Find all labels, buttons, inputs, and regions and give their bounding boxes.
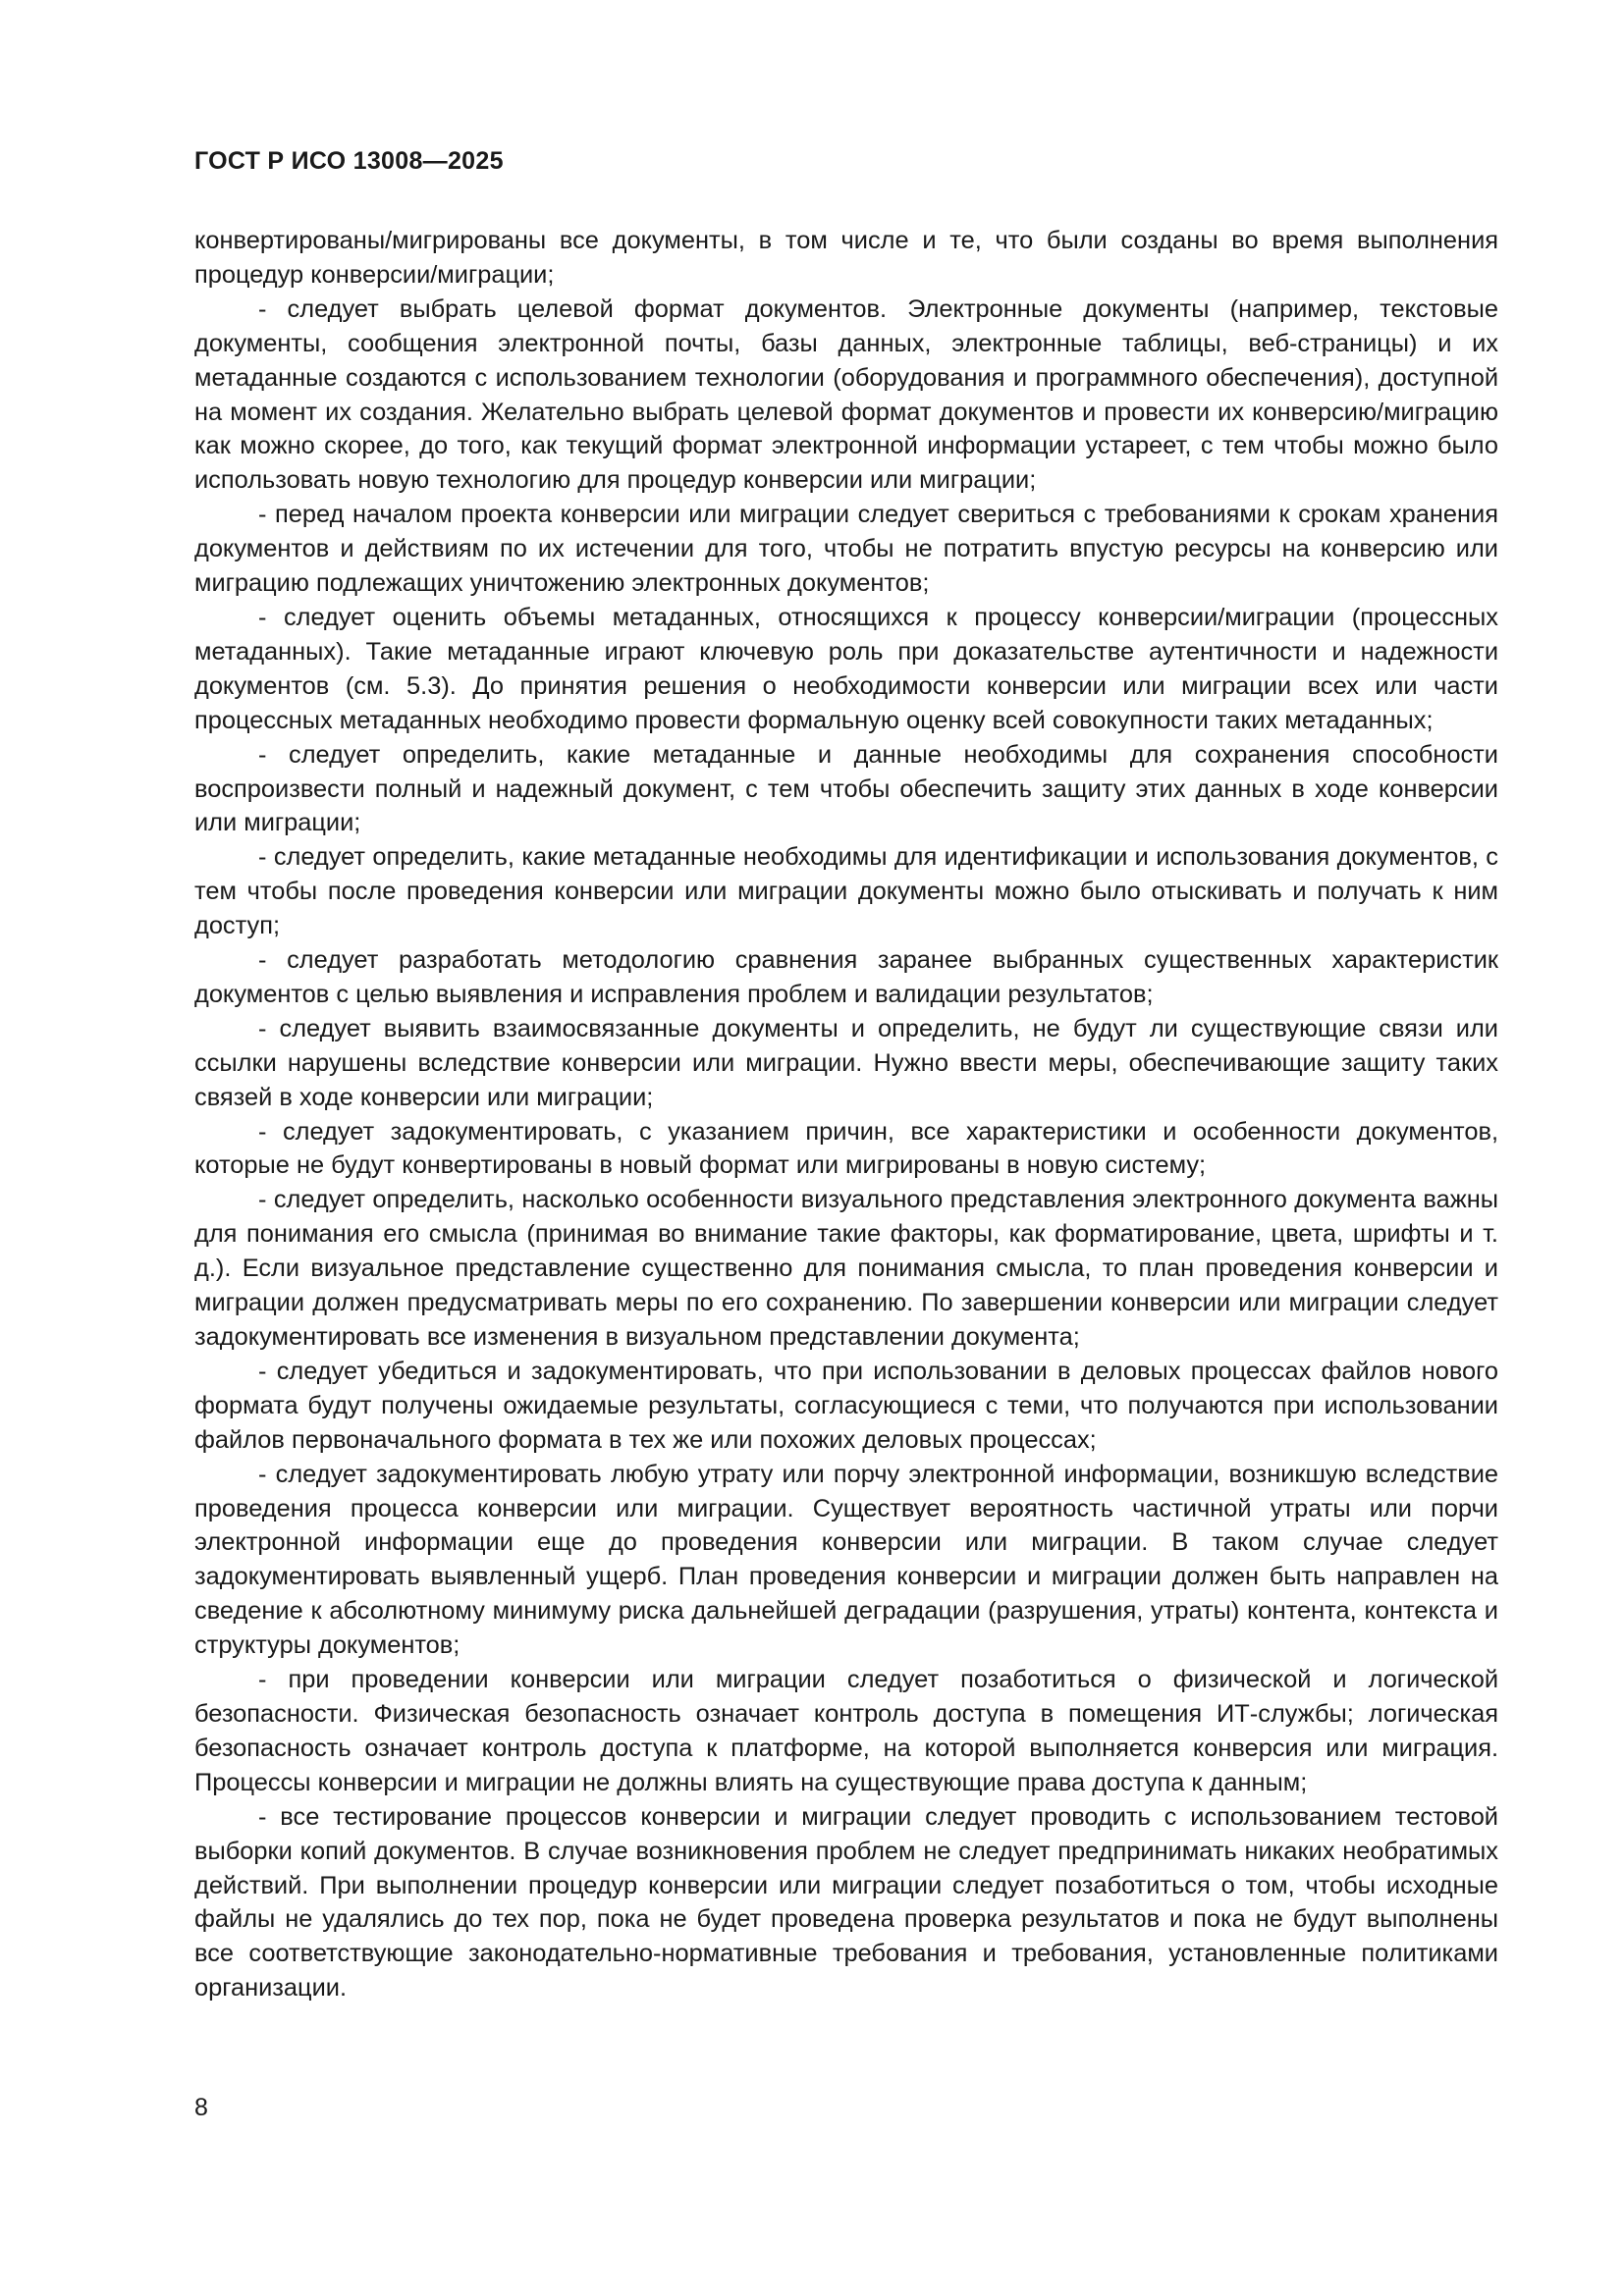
list-item: - перед началом проекта конверсии или миграции следует свериться с требованиями к срокам хранения документов и действиям по их истечении для того, чтобы не потратить впустую ресурсы на конверсию или миграцию подлежащих уничтожению электронных документов;: [194, 501, 1498, 598]
body-text: [194, 224, 1498, 2005]
list-item: - следует определить, какие метаданные необходимы для идентификации и использования документов, с тем чтобы после проведения конверсии или миграции документы можно было отыскивать и получать к ним доступ;: [194, 843, 1498, 940]
list-item: - следует задокументировать любую утрату или порчу электронной информации, возникшую вследствие проведения процесса конверсии или миграции. Существует вероятность частичной утраты или порчи электронной информации еще до проведения конверсии или миграции. В таком случае следует задокументировать выявленный ущерб. План проведения конверсии и миграции должен быть направлен на сведение к абсолютному минимуму риска дальнейшей деградации (разрушения, утраты) контента, контекста и структуры документов;: [194, 1460, 1498, 1660]
list-item: - следует разработать методологию сравнения заранее выбранных существенных характеристик документов с целью выявления и исправления проблем и валидации результатов;: [194, 946, 1498, 1008]
list-item: - при проведении конверсии или миграции следует позаботиться о физической и логической безопасности. Физическая безопасность означает контроль доступа в помещения ИТ-службы; логическая безопасность означает контроль доступа к платформе, на которой выполняется конверсия или миграция. Процессы конверсии и миграции не должны влиять на существующие права доступа к данным;: [194, 1666, 1498, 1796]
page-number: 8: [194, 2094, 208, 2121]
list-item: - следует задокументировать, с указанием причин, все характеристики и особенности документов, которые не будут конвертированы в новый формат или мигрированы в новую систему;: [194, 1117, 1498, 1180]
list-item: - следует определить, насколько особенности визуального представления электронного документа важны для понимания его смысла (принимая во внимание такие факторы, как форматирование, цвета, шрифты и т. д.). Если визуальное представление существенно для понимания смысла, то план проведения конверсии и миграции должен предусматривать меры по его сохранению. По завершении конверсии или миграции следует задокументировать все изменения в визуальном представлении документа;: [194, 1186, 1498, 1351]
standard-header: ГОСТ Р ИСО 13008—2025: [194, 147, 504, 175]
list-item: - следует оценить объемы метаданных, относящихся к процессу конверсии/миграции (процессных метаданных). Такие метаданные играют ключевую роль при доказательстве аутентичности и надежности документов (см. 5.3). До принятия решения о необходимости конверсии или миграции всех или части процессных метаданных необходимо провести формальную оценку всей совокупности таких метаданных;: [194, 603, 1498, 734]
list-item: - следует убедиться и задокументировать, что при использовании в деловых процессах файлов нового формата будут получены ожидаемые результаты, согласующиеся с теми, что получаются при использовании файлов первоначального формата в тех же или похожих деловых процессах;: [194, 1357, 1498, 1454]
list-item: - следует выявить взаимосвязанные документы и определить, не будут ли существующие связи или ссылки нарушены вследствие конверсии или миграции. Нужно ввести меры, обеспечивающие защиту таких связей в ходе конверсии или миграции;: [194, 1014, 1498, 1111]
list-item: - следует выбрать целевой формат документов. Электронные документы (например, текстовые документы, сообщения электронной почты, базы данных, электронные таблицы, веб-страницы) и их метаданные создаются с использованием технологии (оборудования и программного обеспечения), доступной на момент их создания. Желательно выбрать целевой формат документов и провести их конверсию/миграцию как можно скорее, до того, как текущий формат электронной информации устареет, с тем чтобы можно было использовать новую технологию для процедур конверсии или миграции;: [194, 294, 1498, 495]
lead-paragraph: конвертированы/мигрированы все документы, в том числе и те, что были созданы во время выполнения процедур конверсии/миграции;: [194, 227, 1498, 289]
list-item: - следует определить, какие метаданные и данные необходимы для сохранения способности воспроизвести полный и надежный документ, с тем чтобы обеспечить защиту этих данных в ходе конверсии или миграции;: [194, 740, 1498, 837]
list-item: - все тестирование процессов конверсии и миграции следует проводить с использованием тестовой выборки копий документов. В случае возникновения проблем не следует предпринимать никаких необратимых действий. При выполнении процедур конверсии или миграции следует позаботиться о том, чтобы исходные файлы не удалялись до тех пор, пока не будет проведена проверка результатов и пока не будут выполнены все соответствующие законодательно-нормативные требования и требования, установленные политиками организации.: [194, 1802, 1498, 2002]
